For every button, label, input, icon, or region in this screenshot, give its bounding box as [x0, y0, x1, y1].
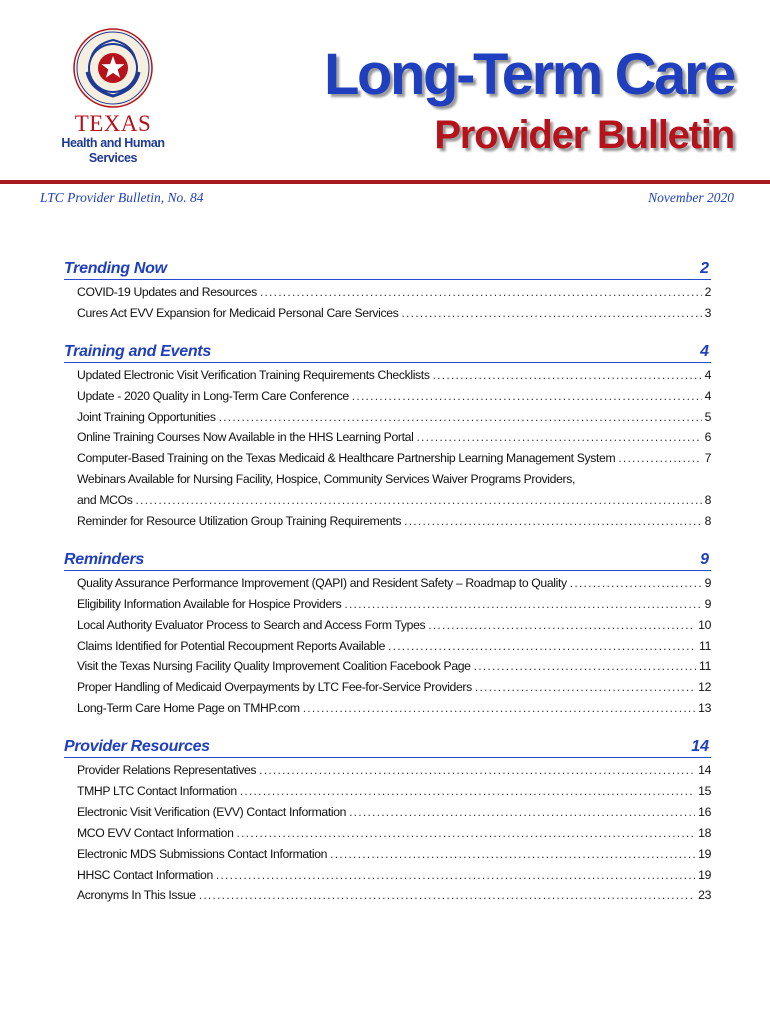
toc-entry-page: 4 [704, 388, 711, 403]
toc-entry-page: 9 [704, 596, 711, 611]
toc-entry-title: Electronic Visit Verification (EVV) Contact Information [77, 804, 347, 819]
toc-entry-title: TMHP LTC Contact Information [77, 784, 237, 799]
toc-entry-title: Proper Handling of Medicaid Overpayments by LTC Fee-for-Service Providers [77, 680, 472, 695]
toc-entry[interactable] [77, 659, 711, 680]
dot-leader [237, 826, 696, 840]
dot-leader [259, 763, 695, 777]
dot-leader [330, 847, 695, 861]
toc-entry-title: HHSC Contact Information [77, 867, 213, 882]
toc-entry-page: 8 [704, 493, 711, 508]
toc-entry[interactable] [77, 618, 711, 639]
toc-entry[interactable] [77, 805, 711, 826]
toc-entry[interactable] [77, 389, 711, 410]
section-page-number: 4 [700, 342, 709, 360]
toc-entry[interactable] [77, 410, 711, 431]
toc-entry-page: 19 [698, 846, 711, 861]
dot-leader [618, 451, 701, 465]
dot-leader [216, 868, 695, 882]
table-of-contents [64, 256, 711, 921]
toc-entry[interactable] [77, 368, 711, 389]
toc-entry-page: 5 [704, 409, 711, 424]
section-page-number: 9 [700, 550, 709, 568]
dot-leader [404, 514, 701, 528]
toc-entry[interactable] [77, 784, 711, 805]
toc-entry-page: 12 [698, 680, 711, 695]
dot-leader [416, 430, 701, 444]
header-divider [0, 180, 770, 184]
toc-entry-title: Acronyms In This Issue [77, 888, 196, 903]
dot-leader [401, 306, 701, 320]
toc-entry[interactable] [77, 680, 711, 701]
agency-name [40, 112, 186, 166]
toc-entry-page: 15 [698, 784, 711, 799]
toc-entry-page: 3 [704, 305, 711, 320]
toc-entry-page: 23 [698, 888, 711, 903]
section-page-number: 14 [691, 738, 709, 756]
toc-entry[interactable] [77, 597, 711, 618]
toc-entry-page: 19 [698, 867, 711, 882]
toc-entry-page: 10 [698, 617, 711, 632]
toc-entry-title: and MCOs [77, 493, 133, 508]
agency-name-texas: TEXAS [74, 111, 152, 136]
toc-entry-title: Claims Identified for Potential Recoupment Reports Available [77, 638, 386, 653]
toc-entry-title: Cures Act EVV Expansion for Medicaid Personal Care Services [77, 305, 399, 320]
dot-leader [570, 576, 702, 590]
toc-entry-page: 6 [704, 430, 711, 445]
toc-section-trending [64, 256, 711, 327]
dot-leader [135, 493, 701, 507]
toc-section-reminders [64, 547, 711, 722]
toc-entry-page: 11 [699, 659, 711, 674]
issue-number: LTC Provider Bulletin, No. 84 [40, 190, 204, 205]
toc-entry-page: 13 [698, 701, 711, 716]
toc-entry[interactable] [77, 514, 711, 535]
toc-entry-title: Electronic MDS Submissions Contact Information [77, 846, 328, 861]
toc-entry-title: COVID-19 Updates and Resources [77, 285, 257, 299]
toc-entry-title: Local Authority Evaluator Process to Search and Access Form Types [77, 617, 426, 632]
dot-leader [349, 805, 695, 819]
agency-name-line-1: Health and Human [61, 136, 165, 150]
dot-leader [474, 659, 696, 673]
toc-section-resources [64, 734, 711, 909]
toc-entry-page: 11 [699, 638, 711, 653]
toc-entry-title: Long-Term Care Home Page on TMHP.com [77, 701, 300, 716]
texas-seal-icon [73, 28, 153, 108]
toc-entry-title: Visit the Texas Nursing Facility Quality Improvement Coalition Facebook Page [77, 659, 471, 674]
section-title: Reminders [64, 550, 144, 568]
issue-date: November 2020 [648, 190, 734, 205]
toc-entry-title: Eligibility Information Available for Hospice Providers [77, 596, 342, 611]
toc-entry[interactable] [77, 306, 711, 327]
toc-entry-continued[interactable]: Webinars Available for Nursing Facility, Hospice, Community Services Waiver Programs Providers, [77, 472, 575, 487]
dot-leader [388, 639, 696, 653]
dot-leader [475, 680, 695, 694]
dot-leader [219, 410, 702, 424]
bulletin-subtitle: Provider Bulletin [434, 113, 734, 157]
toc-entry-page: 18 [698, 825, 711, 840]
dot-leader [428, 618, 695, 632]
toc-entry-title: Updated Electronic Visit Verification Training Requirements Checklists [77, 367, 430, 382]
section-heading[interactable] [64, 256, 711, 280]
toc-section-training [64, 339, 711, 535]
toc-entry[interactable] [77, 763, 711, 784]
toc-entry[interactable] [77, 493, 711, 514]
toc-entry[interactable] [77, 285, 711, 306]
section-title: Training and Events [64, 342, 211, 360]
section-title: Provider Resources [64, 738, 210, 756]
toc-entry-page: 16 [698, 804, 711, 819]
toc-entry-title: Reminder for Resource Utilization Group Training Requirements [77, 514, 402, 529]
toc-entry-title: MCO EVV Contact Information [77, 825, 234, 840]
toc-entry[interactable] [77, 826, 711, 847]
toc-entry[interactable] [77, 701, 711, 722]
toc-entry[interactable] [77, 888, 711, 909]
toc-entry-page: 14 [698, 763, 711, 778]
agency-name-line-2: Services [88, 151, 138, 165]
toc-entry[interactable] [77, 868, 711, 889]
section-page-number: 2 [700, 260, 709, 277]
toc-entry[interactable] [77, 576, 711, 597]
toc-entry-page: 4 [704, 367, 711, 382]
dot-leader [303, 701, 695, 715]
section-heading[interactable] [64, 547, 711, 571]
dot-leader [199, 888, 695, 902]
dot-leader [433, 368, 702, 382]
dot-leader [240, 784, 695, 798]
toc-entry-title: Computer-Based Training on the Texas Medicaid & Healthcare Partnership Learning Management System [77, 451, 616, 466]
section-title: Trending Now [64, 260, 167, 277]
dot-leader [260, 285, 702, 299]
dot-leader [344, 597, 701, 611]
toc-entry-title: Online Training Courses Now Available in the HHS Learning Portal [77, 430, 414, 445]
toc-entry-title: Quality Assurance Performance Improvement (QAPI) and Resident Safety – Roadmap to Quality [77, 575, 567, 590]
toc-entry-title: Provider Relations Representatives [77, 763, 257, 778]
toc-entry-title: Update - 2020 Quality in Long-Term Care Conference [77, 388, 349, 403]
toc-entry[interactable] [77, 847, 711, 868]
toc-entry[interactable] [77, 639, 711, 660]
dot-leader [352, 389, 702, 403]
masthead [0, 0, 770, 185]
toc-entry-page: 7 [704, 451, 711, 466]
bulletin-title: Long-Term Care [323, 42, 734, 107]
section-heading[interactable] [64, 734, 711, 758]
toc-entry-title: Joint Training Opportunities [77, 409, 216, 424]
toc-entry-page: 2 [704, 285, 711, 299]
section-heading[interactable] [64, 339, 711, 363]
toc-entry[interactable] [77, 451, 711, 472]
toc-entry-page: 8 [704, 514, 711, 529]
toc-entry[interactable] [77, 430, 711, 451]
toc-entry-page: 9 [704, 575, 711, 590]
